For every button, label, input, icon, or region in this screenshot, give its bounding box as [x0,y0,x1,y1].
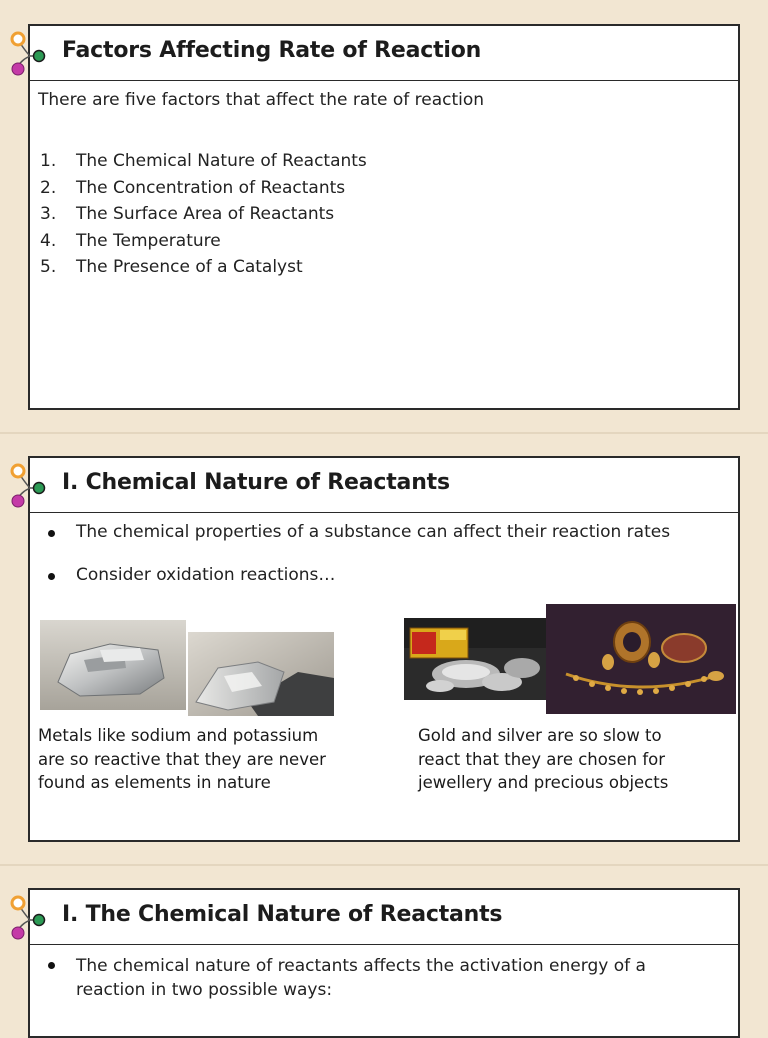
slide-2-bullets [44,522,670,585]
factors-list [40,148,367,281]
slide-3 [28,888,740,1038]
list-item: 1. The Chemical Nature of Reactants [40,151,367,171]
slide-separator [0,864,768,866]
gold-jewellery-photo [546,604,736,714]
slide-3-bullets [44,954,646,1002]
caption-reactive-metals: Metals like sodium and potassium are so reactive that they are never found as elements in nature [38,726,326,792]
slide-separator [0,432,768,434]
list-item: 2. The Concentration of Reactants [40,177,346,198]
list-item: The chemical properties of a substance can affect their reaction rates [44,522,670,542]
slide-3-title: I. The Chemical Nature of Reactants [62,902,503,927]
list-item: The chemical nature of reactants affects the activation energy of a reaction in two possible ways: [44,954,646,1002]
list-item: 3. The Surface Area of Reactants [40,204,335,224]
slide-2-title-bar [30,458,738,513]
slide-1-title-bar [30,26,738,81]
silver-film-photo [404,618,552,700]
slide-1 [28,24,740,410]
slide-1-title: Factors Affecting Rate of Reaction [62,38,482,63]
bullet-vine-icon [8,460,52,506]
list-item: 5. The Presence of a Catalyst [40,257,303,277]
slide-2 [28,456,740,842]
bullet-dot-icon [48,962,55,969]
sodium-photo-1 [40,620,186,710]
slide-2-title: I. Chemical Nature of Reactants [62,470,450,495]
bullet-vine-icon [8,892,52,938]
caption-precious-metals: Gold and silver are so slow to react that they are chosen for jewellery and precious objects [418,726,669,792]
slide-1-intro: There are five factors that affect the rate of reaction [38,90,485,110]
bullet-dot-icon [48,530,55,537]
list-item: Consider oxidation reactions… [44,565,670,585]
bullet-dot-icon [48,573,55,580]
slide-3-title-bar [30,890,738,945]
sodium-photo-2 [188,632,334,716]
list-item: 4. The Temperature [40,230,221,251]
bullet-vine-icon [8,28,52,74]
